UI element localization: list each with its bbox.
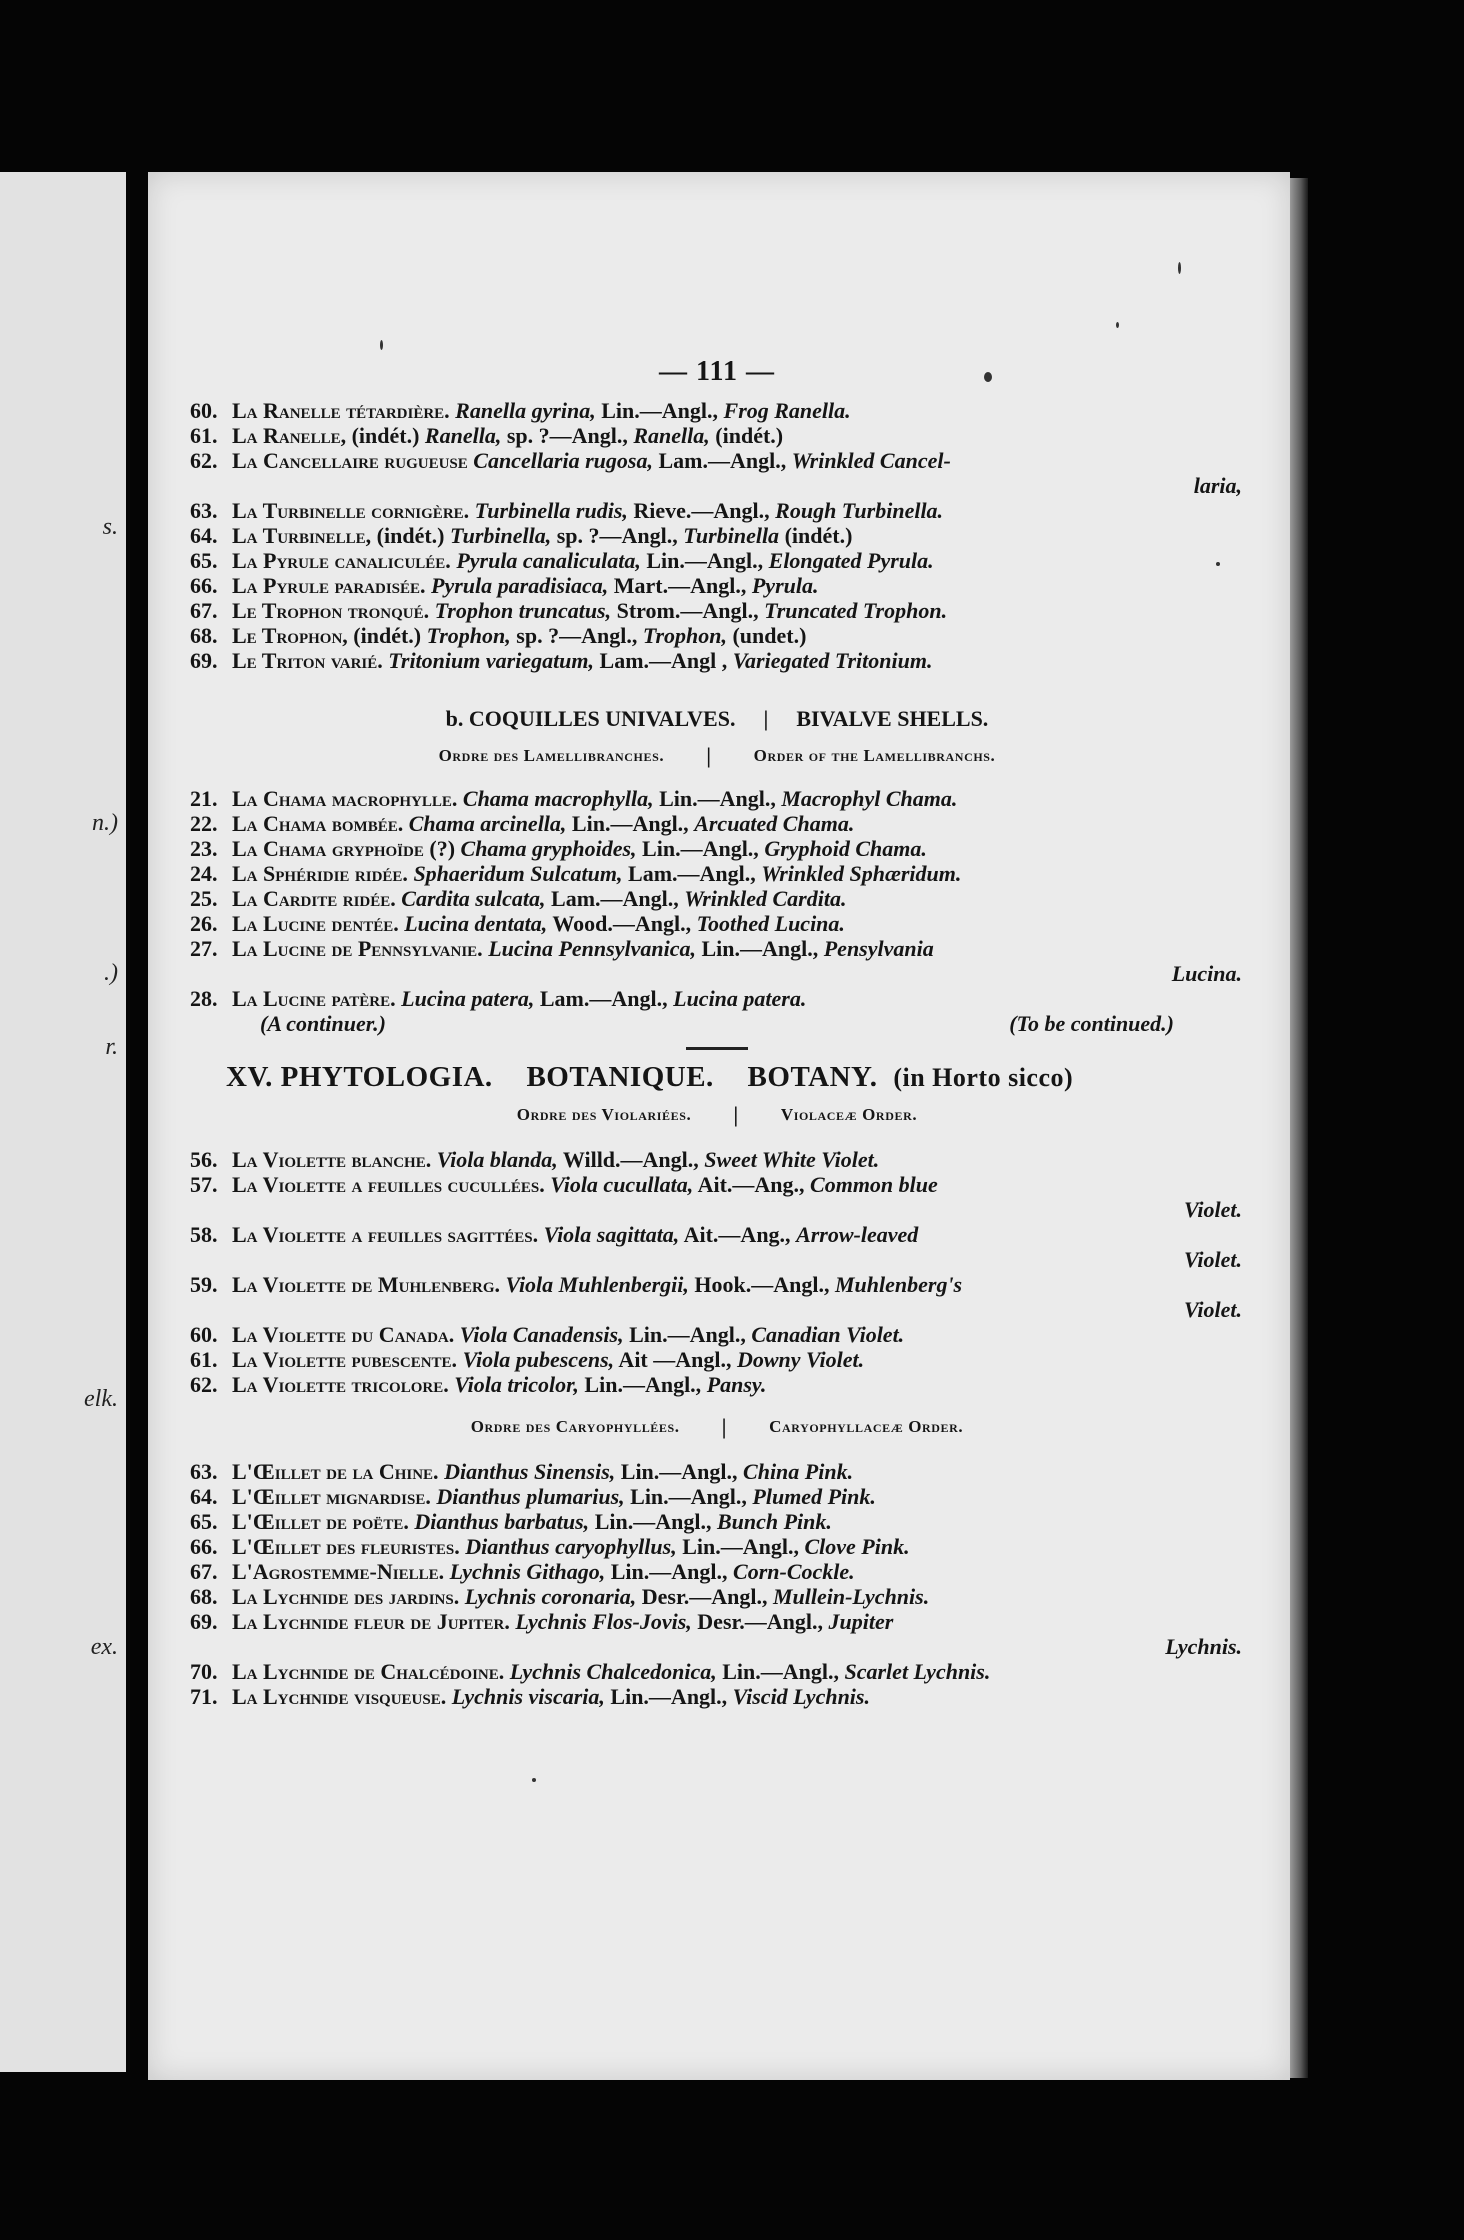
authority: Lam.—Angl., <box>652 448 792 473</box>
entry-number: 59. <box>190 1272 218 1297</box>
latin-name: Ranella gyrina, <box>455 398 596 423</box>
list-item <box>190 811 1244 836</box>
latin-name: Dianthus plumarius, <box>436 1484 625 1509</box>
entry-number: 25. <box>190 886 218 911</box>
authority: Desr.—Angl., <box>636 1584 773 1609</box>
english-name: Rough Turbinella. <box>775 498 944 523</box>
entry-text <box>232 598 947 623</box>
latin-name: Viola blanda, <box>436 1147 558 1172</box>
continue-fr: (A continuer.) <box>260 1011 386 1036</box>
english-name: Bunch Pink. <box>716 1509 832 1534</box>
entry-text <box>232 986 806 1011</box>
english-name: Arcuated Chama. <box>694 811 855 836</box>
french-name: La Turbinelle cornigère. <box>232 498 470 523</box>
authority: Lin.—Angl., <box>578 1372 707 1397</box>
english-name: Gryphoid Chama. <box>764 836 927 861</box>
latin-name: Sphaeridum Sulcatum, <box>413 861 623 886</box>
entry-text <box>232 1322 904 1347</box>
english-name: Wrinkled Sphæridum. <box>761 861 962 886</box>
english-name: Common blue <box>810 1172 938 1197</box>
list-item <box>190 523 1244 548</box>
entry-tail: (undet.) <box>726 623 807 648</box>
section-rule <box>686 1047 748 1050</box>
list-item <box>190 1534 1244 1559</box>
violariees-header <box>190 1101 1244 1129</box>
entry-number: 63. <box>190 498 218 523</box>
list-item <box>190 1172 1244 1197</box>
caryophyllees-header <box>190 1413 1244 1441</box>
latin-name: Viola cucullata, <box>550 1172 694 1197</box>
latin-name: Viola tricolor, <box>454 1372 579 1397</box>
latin-name: Viola sagittata, <box>543 1222 680 1247</box>
english-name: Mullein-Lychnis. <box>772 1584 930 1609</box>
latin-name: Cancellaria rugosa, <box>473 448 653 473</box>
french-name: La Lucine dentée. <box>232 911 399 936</box>
latin-name: Viola pubescens, <box>462 1347 615 1372</box>
authority: Lin.—Angl., <box>604 1684 733 1709</box>
lamellibranch-header <box>190 742 1244 770</box>
botany-phytologia: XV. PHYTOLOGIA. <box>226 1061 493 1093</box>
authority: sp. ?—Angl., <box>501 423 634 448</box>
list-item <box>190 1222 1244 1247</box>
latin-name: Lucina Pennsylvanica, <box>488 936 696 961</box>
french-name: La Ranelle tétardière. <box>232 398 450 423</box>
french-name: L'Œillet de la Chine. <box>232 1459 439 1484</box>
french-name: La Cardite ridée. <box>232 886 396 911</box>
bivalve-list <box>190 786 1244 1011</box>
latin-name: Trophon, <box>426 623 511 648</box>
english-name: Frog Ranella. <box>723 398 851 423</box>
entry-text <box>232 623 806 648</box>
entry-text <box>232 1272 962 1297</box>
left-page-fragment <box>0 172 126 2072</box>
latin-name: Dianthus caryophyllus, <box>465 1534 677 1559</box>
authority: Ait.—Ang., <box>693 1172 811 1197</box>
english-name: Corn-Cockle. <box>733 1559 855 1584</box>
header-separator: | <box>733 1102 739 1127</box>
authority: Lam.—Angl , <box>594 648 733 673</box>
french-name: Le Trophon tronqué. <box>232 598 430 623</box>
english-name: Viscid Lychnis. <box>732 1684 870 1709</box>
entry-number: 57. <box>190 1172 218 1197</box>
authority: Lin.—Angl., <box>624 1484 753 1509</box>
entry-number: 62. <box>190 448 218 473</box>
entry-text <box>232 1559 855 1584</box>
left-fragment: .) <box>104 960 118 986</box>
entry-number: 60. <box>190 398 218 423</box>
list-item <box>190 423 1244 448</box>
entry-tail: (indét.) <box>709 423 784 448</box>
authority: Ait.—Ang., <box>679 1222 797 1247</box>
entry-number: 27. <box>190 936 218 961</box>
entry-text <box>232 448 951 473</box>
latin-name: Lychnis Githago, <box>449 1559 606 1584</box>
english-name: Trophon, <box>642 623 727 648</box>
english-name: Wrinkled Cardita. <box>684 886 847 911</box>
french-name: La Sphéridie ridée. <box>232 861 408 886</box>
viola-header-left: Ordre des Violariées. <box>516 1105 692 1124</box>
list-item <box>190 573 1244 598</box>
entry-text <box>232 886 846 911</box>
entry-number: 70. <box>190 1659 218 1684</box>
latin-name: Lychnis viscaria, <box>451 1684 605 1709</box>
english-name: Truncated Trophon. <box>764 598 948 623</box>
entry-text <box>232 523 852 548</box>
entry-number: 67. <box>190 598 218 623</box>
latin-name: Pyrula paradisiaca, <box>431 573 609 598</box>
french-name: La Chama bombée. <box>232 811 404 836</box>
list-item <box>190 1659 1244 1684</box>
entry-continuation: laria, <box>1193 473 1242 498</box>
list-item <box>190 836 1244 861</box>
latin-name: Lucina patera, <box>401 986 535 1011</box>
french-name: La Violette du Canada. <box>232 1322 455 1347</box>
list-item <box>190 1272 1244 1297</box>
authority: Lin.—Angl., <box>676 1534 805 1559</box>
entry-number: 61. <box>190 423 218 448</box>
entry-text <box>232 1172 938 1197</box>
entry-number: 63. <box>190 1459 218 1484</box>
viola-header-right: Violaceæ Order. <box>780 1105 918 1124</box>
entry-text <box>232 423 783 448</box>
french-name: La Chama gryphoïde (?) <box>232 836 456 861</box>
entry-text <box>232 398 851 423</box>
authority: Lin.—Angl., <box>623 1322 752 1347</box>
list-item <box>190 398 1244 423</box>
entry-number: 21. <box>190 786 218 811</box>
french-name: La Ranelle, <box>232 423 347 448</box>
header-separator: | <box>721 1414 728 1439</box>
entry-text <box>232 1584 929 1609</box>
english-name: Toothed Lucina. <box>696 911 845 936</box>
french-name: La Violette a feuilles cucullées. <box>232 1172 545 1197</box>
list-item <box>190 448 1244 473</box>
entry-continuation: Violet. <box>1183 1197 1242 1222</box>
entry-number: 23. <box>190 836 218 861</box>
latin-name: Lychnis Flos-Jovis, <box>515 1609 692 1634</box>
french-name: L'Œillet des fleuristes. <box>232 1534 460 1559</box>
french-name: L'Œillet mignardise. <box>232 1484 431 1509</box>
entry-note: (indét.) <box>371 523 450 548</box>
authority: Lam.—Angl., <box>622 861 762 886</box>
english-name: Wrinkled Cancel- <box>791 448 951 473</box>
entry-text <box>232 1509 832 1534</box>
list-item <box>190 1684 1244 1709</box>
latin-name: Trophon truncatus, <box>434 598 612 623</box>
shells-header-left: b. COQUILLES UNIVALVES. <box>445 706 736 731</box>
entry-number: 60. <box>190 1322 218 1347</box>
english-name: Arrow-leaved <box>796 1222 919 1247</box>
authority: Lin.—Angl., <box>589 1509 717 1534</box>
entry-text <box>232 811 854 836</box>
french-name: La Lychnide fleur de Jupiter. <box>232 1609 510 1634</box>
french-name: La Cancellaire rugueuse <box>232 448 468 473</box>
entry-continuation: Violet. <box>1183 1297 1242 1322</box>
english-name: Muhlenberg's <box>834 1272 963 1297</box>
list-item <box>190 1459 1244 1484</box>
continue-en: (To be continued.) <box>1009 1011 1174 1036</box>
english-name: Variegated Tritonium. <box>732 648 933 673</box>
left-fragment: s. <box>102 514 118 540</box>
french-name: La Violette pubescente. <box>232 1347 458 1372</box>
list-item <box>190 911 1244 936</box>
left-fragment: r. <box>105 1034 118 1060</box>
list-item <box>190 936 1244 961</box>
english-name: Sweet White Violet. <box>704 1147 880 1172</box>
botany-botany: BOTANY. <box>747 1061 878 1093</box>
entry-number: 26. <box>190 911 218 936</box>
botany-horto: (in Horto sicco) <box>893 1063 1074 1092</box>
french-name: La Violette tricolore. <box>232 1372 449 1397</box>
list-item <box>190 1147 1244 1172</box>
french-name: La Violette blanche. <box>232 1147 432 1172</box>
left-fragment: elk. <box>84 1386 118 1412</box>
entry-text <box>232 498 943 523</box>
latin-name: Dianthus Sinensis, <box>444 1459 616 1484</box>
latin-name: Chama gryphoides, <box>460 836 637 861</box>
entry-number: 69. <box>190 1609 218 1634</box>
latin-name: Dianthus barbatus, <box>414 1509 590 1534</box>
authority: Lin.—Angl., <box>716 1659 845 1684</box>
french-name: La Violette de Muhlenberg. <box>232 1272 500 1297</box>
latin-name: Chama arcinella, <box>408 811 567 836</box>
list-item <box>190 1484 1244 1509</box>
page-edge <box>1290 178 1308 2078</box>
latin-name: Ranella, <box>424 423 502 448</box>
english-name: Pansy. <box>706 1372 767 1397</box>
latin-name: Lucina dentata, <box>404 911 548 936</box>
french-name: La Turbinelle, <box>232 523 372 548</box>
entry-continuation: Violet. <box>1183 1247 1242 1272</box>
entry-number: 56. <box>190 1147 218 1172</box>
list-item <box>190 1347 1244 1372</box>
authority: Lin.—Angl., <box>566 811 695 836</box>
french-name: L'Agrostemme-Nielle. <box>232 1559 445 1584</box>
english-name: Pensylvania <box>823 936 934 961</box>
french-name: Le Triton varié. <box>232 648 383 673</box>
authority: Willd.—Angl., <box>557 1147 705 1172</box>
english-name: Lucina patera. <box>673 986 807 1011</box>
french-name: La Lychnide visqueuse. <box>232 1684 447 1709</box>
latin-name: Cardita sulcata, <box>401 886 546 911</box>
authority: Lin.—Angl., <box>595 398 724 423</box>
latin-name: Pyrula canaliculata, <box>456 548 641 573</box>
authority: Lin.—Angl., <box>695 936 824 961</box>
authority: sp. ?—Angl., <box>551 523 684 548</box>
french-name: La Lychnide de Chalcédoine. <box>232 1659 505 1684</box>
latin-name: Lychnis coronaria, <box>464 1584 637 1609</box>
authority: Lin.—Angl., <box>615 1459 744 1484</box>
list-item <box>190 986 1244 1011</box>
entry-text <box>232 1222 918 1247</box>
left-fragment: n.) <box>92 810 118 836</box>
english-name: Downy Violet. <box>737 1347 865 1372</box>
entry-text <box>232 548 934 573</box>
english-name: Elongated Pyrula. <box>768 548 934 573</box>
lamelli-header-right: Order of the Lamellibranchs. <box>753 746 996 765</box>
list-item <box>190 1322 1244 1347</box>
english-name: Plumed Pink. <box>752 1484 876 1509</box>
entry-number: 58. <box>190 1222 218 1247</box>
latin-name: Viola Muhlenbergii, <box>505 1272 689 1297</box>
authority: Lin.—Angl., <box>640 548 769 573</box>
botany-botanique: BOTANIQUE. <box>526 1061 714 1093</box>
list-item <box>190 623 1244 648</box>
entry-number: 64. <box>190 1484 218 1509</box>
entry-number: 65. <box>190 548 218 573</box>
entry-text <box>232 1372 766 1397</box>
entry-number: 67. <box>190 1559 218 1584</box>
lamelli-header-left: Ordre des Lamellibranches. <box>438 746 665 765</box>
list-item <box>190 1509 1244 1534</box>
header-separator: | <box>706 743 712 768</box>
authority: Ait —Angl., <box>614 1347 737 1372</box>
caryo-header-left: Ordre des Caryophyllées. <box>470 1417 680 1436</box>
list-item <box>190 598 1244 623</box>
entry-text <box>232 1347 864 1372</box>
book-page <box>148 172 1290 2080</box>
french-name: L'Œillet de poëte. <box>232 1509 409 1534</box>
entry-number: 65. <box>190 1509 218 1534</box>
entry-number: 28. <box>190 986 218 1011</box>
english-name: Pyrula. <box>751 573 819 598</box>
entry-number: 61. <box>190 1347 218 1372</box>
entry-number: 66. <box>190 573 218 598</box>
entry-text <box>232 1459 853 1484</box>
english-name: China Pink. <box>743 1459 854 1484</box>
entry-number: 71. <box>190 1684 218 1709</box>
page-number: — 111 — <box>659 356 775 387</box>
english-name: Clove Pink. <box>804 1534 910 1559</box>
french-name: La Lucine patère. <box>232 986 396 1011</box>
french-name: La Violette a feuilles sagittées. <box>232 1222 539 1247</box>
authority: Lin.—Angl., <box>605 1559 734 1584</box>
english-name: Canadian Violet. <box>751 1322 905 1347</box>
french-name: La Lychnide des jardins. <box>232 1584 460 1609</box>
entry-number: 22. <box>190 811 218 836</box>
list-item <box>190 1372 1244 1397</box>
french-name: La Lucine de Pennsylvanie. <box>232 936 483 961</box>
shells-header-right: BIVALVE SHELLS. <box>796 706 989 731</box>
authority: Rieve.—Angl., <box>627 498 776 523</box>
entry-number: 62. <box>190 1372 218 1397</box>
list-item <box>190 648 1244 673</box>
list-item <box>190 861 1244 886</box>
list-item <box>190 498 1244 523</box>
continue-row <box>190 1011 1244 1037</box>
entry-text <box>232 861 961 886</box>
list-item <box>190 786 1244 811</box>
entry-number: 68. <box>190 1584 218 1609</box>
authority: Lin.—Angl., <box>653 786 782 811</box>
entry-text <box>232 1484 876 1509</box>
french-name: La Chama macrophylle. <box>232 786 458 811</box>
entry-text <box>232 1659 990 1684</box>
authority: Desr.—Angl., <box>691 1609 829 1634</box>
english-name: Turbinella <box>683 523 780 548</box>
left-fragment: ex. <box>90 1634 118 1660</box>
authority: Lam.—Angl., <box>545 886 685 911</box>
english-name: Ranella, <box>633 423 710 448</box>
botany-header <box>190 1058 1244 1097</box>
latin-name: Tritonium variegatum, <box>388 648 595 673</box>
authority: Hook.—Angl., <box>688 1272 835 1297</box>
authority: Wood.—Angl., <box>547 911 697 936</box>
entry-text <box>232 1534 910 1559</box>
authority: sp. ?—Angl., <box>510 623 643 648</box>
list-item <box>190 886 1244 911</box>
caryo-header-right: Caryophyllaceæ Order. <box>769 1417 964 1436</box>
list-item <box>190 1584 1244 1609</box>
latin-name: Lychnis Chalcedonica, <box>509 1659 717 1684</box>
entry-number: 69. <box>190 648 218 673</box>
list-item <box>190 1559 1244 1584</box>
list-item <box>190 1609 1244 1634</box>
caryophyllee-list <box>190 1459 1244 1709</box>
french-name: La Pyrule paradisée. <box>232 573 426 598</box>
entry-continuation: Lychnis. <box>1165 1634 1242 1659</box>
violet-list <box>190 1147 1244 1397</box>
latin-name: Turbinella rudis, <box>474 498 628 523</box>
entry-text <box>232 1609 893 1634</box>
french-name: La Pyrule canaliculée. <box>232 548 451 573</box>
entry-note: (indét.) <box>346 423 425 448</box>
entry-text <box>232 911 845 936</box>
authority: Mart.—Angl., <box>608 573 752 598</box>
list-item <box>190 548 1244 573</box>
entry-text <box>232 836 927 861</box>
entry-continuation: Lucina. <box>1171 961 1242 986</box>
header-separator: | <box>763 706 769 731</box>
authority: Lam.—Angl., <box>534 986 674 1011</box>
english-name: Macrophyl Chama. <box>781 786 958 811</box>
english-name: Jupiter <box>828 1609 894 1634</box>
entry-number: 64. <box>190 523 218 548</box>
gastropod-list <box>190 398 1244 673</box>
entry-text <box>232 786 957 811</box>
entry-text <box>232 648 932 673</box>
entry-text <box>232 1684 870 1709</box>
entry-tail: (indét.) <box>779 523 853 548</box>
latin-name: Chama macrophylla, <box>462 786 654 811</box>
entry-note: (indét.) <box>347 623 427 648</box>
entry-text <box>232 936 934 961</box>
latin-name: Turbinella, <box>449 523 552 548</box>
french-name: Le Trophon, <box>232 623 348 648</box>
authority: Lin.—Angl., <box>636 836 765 861</box>
entry-text <box>232 573 818 598</box>
entry-number: 68. <box>190 623 218 648</box>
latin-name: Viola Canadensis, <box>459 1322 624 1347</box>
entry-number: 66. <box>190 1534 218 1559</box>
shells-header <box>190 704 1244 734</box>
entry-number: 24. <box>190 861 218 886</box>
entry-text <box>232 1147 879 1172</box>
authority: Strom.—Angl., <box>611 598 765 623</box>
english-name: Scarlet Lychnis. <box>844 1659 991 1684</box>
